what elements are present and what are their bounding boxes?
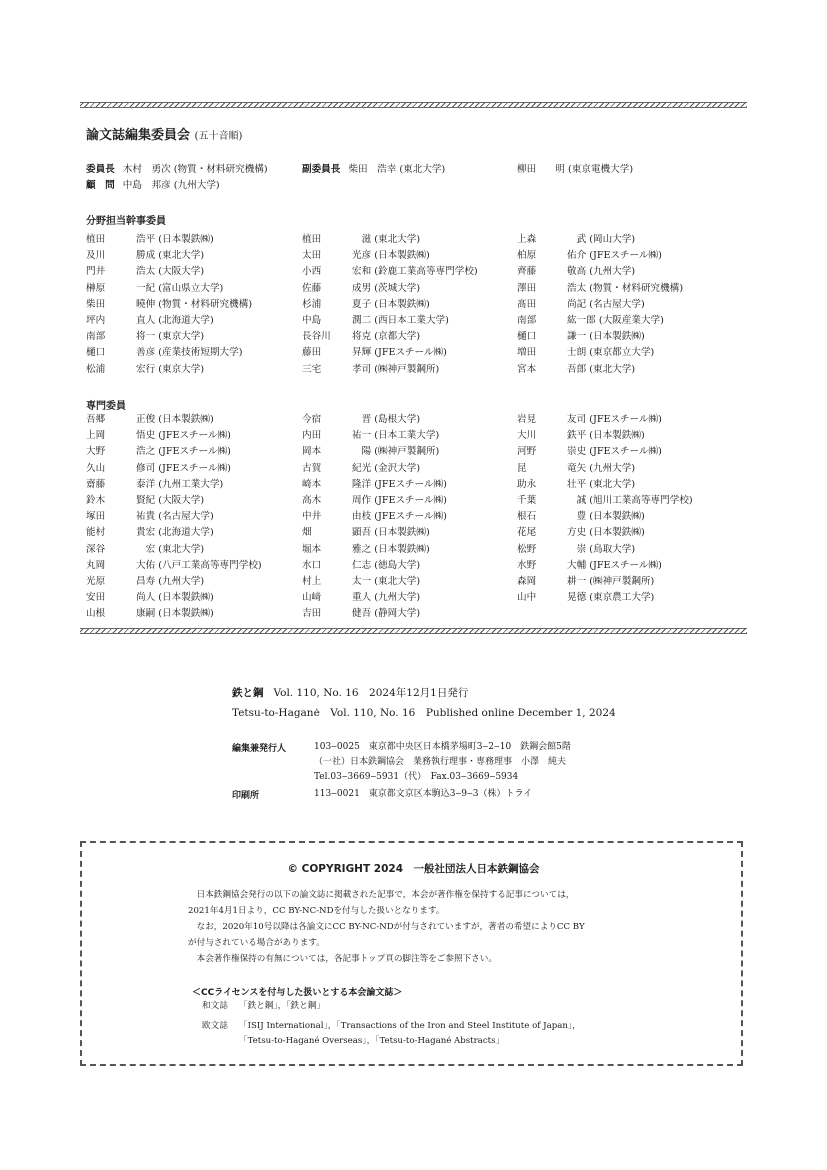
member-given-and-affiliation: 方史 (日本製鉄㈱) bbox=[567, 527, 645, 539]
member-surname: 長谷川 bbox=[302, 331, 331, 343]
member-entry bbox=[517, 544, 693, 560]
member-surname: 畑 bbox=[302, 527, 312, 539]
member-surname: 安田 bbox=[86, 592, 106, 604]
member-given-and-affiliation: 陽 (㈱神戸製鋼所) bbox=[352, 446, 440, 458]
member-surname: 坪内 bbox=[86, 314, 106, 326]
member-surname: 齋藤 bbox=[86, 478, 106, 490]
member-surname: 澤田 bbox=[517, 282, 537, 294]
chair-label: 委員長 bbox=[86, 164, 115, 175]
member-surname: 今宿 bbox=[302, 414, 322, 425]
member-given-and-affiliation: 豊 (日本製鉄㈱) bbox=[567, 511, 645, 523]
member-entry bbox=[517, 576, 693, 592]
member-entry bbox=[517, 315, 683, 331]
editor-address-3: Tel.03‒3669‒5931（代） Fax.03‒3669‒5934 bbox=[314, 772, 519, 782]
member-given-and-affiliation: 滋 (東北大学) bbox=[352, 234, 421, 245]
cc-license-heading: ＜CCライセンスを付与した扱いとする本会論文誌＞ bbox=[192, 988, 403, 998]
copyright-paragraph: 2021年4月1日より，CC BY-NC-NDを付与した扱いとなります。 bbox=[188, 906, 445, 916]
member-given-and-affiliation: 友司 (JFEスチール㈱) bbox=[567, 414, 662, 425]
member-column bbox=[302, 234, 478, 380]
committee-title-text: 論文誌編集委員会 bbox=[86, 128, 191, 143]
member-surname: 河野 bbox=[517, 446, 537, 458]
member-surname: 中島 bbox=[302, 314, 322, 326]
member-entry bbox=[517, 479, 693, 495]
member-given-and-affiliation: 隆洋 (JFEスチール㈱) bbox=[352, 478, 447, 490]
member-surname: 水野 bbox=[517, 559, 537, 571]
copyright-paragraph: が付与されている場合があります。 bbox=[188, 938, 325, 948]
member-entry bbox=[517, 234, 683, 250]
member-surname: 上岡 bbox=[86, 430, 106, 442]
member-entry bbox=[517, 364, 683, 380]
member-given-and-affiliation: 耕一 (㈱神戸製鋼所) bbox=[567, 575, 655, 587]
member-given-and-affiliation: 光彦 (日本製鉄㈱) bbox=[352, 250, 430, 262]
member-entry bbox=[517, 283, 683, 299]
field-section-title: 分野担当幹事委員 bbox=[86, 216, 166, 227]
member-entry bbox=[302, 331, 478, 347]
jp-journals-label: 和文誌 bbox=[202, 1001, 228, 1011]
member-surname: 齊藤 bbox=[517, 266, 537, 278]
vice-chair-name: 柴田 浩幸 (東北大学) bbox=[348, 164, 446, 175]
member-surname: 丸岡 bbox=[86, 559, 106, 571]
member-entry bbox=[302, 544, 447, 560]
member-given-and-affiliation: 大輔 (JFEスチール㈱) bbox=[567, 559, 662, 571]
member-surname: 崎本 bbox=[302, 478, 322, 490]
member-entry bbox=[517, 527, 693, 543]
member-surname: 南部 bbox=[517, 314, 537, 326]
cc-english-journals-cont bbox=[202, 1035, 504, 1048]
member-given-and-affiliation: 浩之 (JFEスチール㈱) bbox=[136, 446, 231, 458]
member-column bbox=[517, 414, 693, 608]
printer-address: 113‒0021 東京都文京区本駒込3‒9‒3（株）トライ bbox=[314, 789, 533, 799]
member-surname: 宮本 bbox=[517, 363, 537, 375]
member-entry bbox=[517, 347, 683, 363]
member-entry bbox=[302, 299, 478, 315]
member-entry bbox=[302, 608, 447, 624]
member-given-and-affiliation: 曉伸 (物質・材料研究機構) bbox=[136, 298, 253, 310]
member-given-and-affiliation: 謙一 (日本製鉄㈱) bbox=[567, 331, 645, 343]
member-entry bbox=[517, 495, 693, 511]
member-surname: 山中 bbox=[517, 592, 537, 604]
member-given-and-affiliation: 悟史 (JFEスチール㈱) bbox=[136, 430, 231, 442]
member-given-and-affiliation: 浩太 (物質・材料研究機構) bbox=[567, 282, 684, 294]
member-entry bbox=[86, 283, 252, 299]
member-surname: 深谷 bbox=[86, 543, 106, 555]
member-entry bbox=[302, 430, 447, 446]
member-given-and-affiliation: 将一 (東京大学) bbox=[136, 331, 205, 343]
member-entry bbox=[302, 266, 478, 282]
member-given-and-affiliation: 宏和 (鈴鹿工業高等専門学校) bbox=[352, 266, 478, 278]
advisor-name: 中島 邦彦 (九州大学) bbox=[122, 180, 220, 191]
member-surname: 樋口 bbox=[86, 347, 106, 359]
member-entry bbox=[86, 479, 262, 495]
member-surname: 門井 bbox=[86, 266, 106, 278]
member-column bbox=[517, 234, 683, 380]
member-surname: 山﨑 bbox=[302, 592, 322, 604]
member-given-and-affiliation: 貴宏 (北海道大学) bbox=[136, 527, 214, 539]
member-given-and-affiliation: 顕吾 (日本製鉄㈱) bbox=[352, 527, 430, 539]
member-given-and-affiliation: 祐貴 (名古屋大学) bbox=[136, 511, 214, 523]
member-surname: 植田 bbox=[86, 234, 106, 245]
member-surname: 花尾 bbox=[517, 527, 537, 539]
member-given-and-affiliation: 夏子 (日本製鉄㈱) bbox=[352, 298, 430, 310]
member-surname: 上森 bbox=[517, 234, 537, 245]
member-surname: 岡本 bbox=[302, 446, 322, 458]
issue-info-jp: Vol. 110, No. 16 2024年12月1日発行 bbox=[273, 687, 469, 699]
member-surname: 光原 bbox=[86, 575, 106, 587]
member-given-and-affiliation: 浩平 (日本製鉄㈱) bbox=[136, 234, 214, 245]
member-given-and-affiliation: 宏行 (東京大学) bbox=[136, 363, 205, 375]
member-entry bbox=[302, 479, 447, 495]
member-surname: 村上 bbox=[302, 575, 322, 587]
member-entry bbox=[302, 463, 447, 479]
member-given-and-affiliation: 崇 (鳥取大学) bbox=[567, 543, 636, 555]
committee-title bbox=[86, 124, 242, 143]
member-surname: 森岡 bbox=[517, 575, 537, 587]
en-journals-value-2: 「Tetsu-to-Hagané Overseas」，「Tetsu-to-Hagané Abstracts」 bbox=[239, 1036, 505, 1046]
member-given-and-affiliation: 大佑 (八戸工業高等専門学校) bbox=[136, 559, 262, 571]
member-entry bbox=[517, 250, 683, 266]
member-entry bbox=[86, 495, 262, 511]
member-given-and-affiliation: 潤二 (西日本工業大学) bbox=[352, 314, 449, 326]
member-given-and-affiliation: 吾郎 (東北大学) bbox=[567, 363, 636, 375]
member-entry bbox=[302, 495, 447, 511]
member-surname: 小西 bbox=[302, 266, 322, 278]
member-given-and-affiliation: 将克 (京都大学) bbox=[352, 331, 421, 343]
member-entry bbox=[86, 299, 252, 315]
member-given-and-affiliation: 昌寿 (九州大学) bbox=[136, 575, 205, 587]
member-entry bbox=[86, 430, 262, 446]
member-surname: 堀本 bbox=[302, 543, 322, 555]
member-given-and-affiliation: 敬高 (九州大学) bbox=[567, 266, 636, 278]
vice-chair-label: 副委員長 bbox=[302, 164, 341, 175]
member-given-and-affiliation: 一紀 (富山県立大学) bbox=[136, 282, 224, 294]
member-entry bbox=[517, 414, 693, 430]
member-surname: 増田 bbox=[517, 347, 537, 359]
member-entry bbox=[86, 414, 262, 430]
member-entry bbox=[86, 234, 252, 250]
member-entry bbox=[302, 592, 447, 608]
member-entry bbox=[517, 266, 683, 282]
member-surname: 髙田 bbox=[517, 298, 537, 310]
member-given-and-affiliation: 昇輝 (JFEスチール㈱) bbox=[352, 347, 447, 359]
member-entry bbox=[302, 234, 478, 250]
member-entry bbox=[302, 283, 478, 299]
chair-row bbox=[86, 164, 268, 176]
member-entry bbox=[302, 347, 478, 363]
member-surname: 吉田 bbox=[302, 608, 322, 620]
member-surname: 千葉 bbox=[517, 494, 537, 506]
member-given-and-affiliation: 康嗣 (日本製鉄㈱) bbox=[136, 608, 214, 620]
member-given-and-affiliation: 尚人 (日本製鉄㈱) bbox=[136, 592, 214, 604]
member-given-and-affiliation: 浩太 (大阪大学) bbox=[136, 266, 205, 278]
member-entry bbox=[302, 364, 478, 380]
copyright-paragraph: 日本鉄鋼協会発行の以下の論文誌に掲載された記事で，本会が著作権を保持する記事については， bbox=[188, 890, 575, 900]
member-surname: 三宅 bbox=[302, 363, 322, 375]
member-surname: 大野 bbox=[86, 446, 106, 458]
member-given-and-affiliation: 晃德 (東京農工大学) bbox=[567, 592, 655, 604]
member-entry bbox=[86, 544, 262, 560]
copyright-title: © COPYRIGHT 2024 一般社団法人日本鉄鋼協会 bbox=[287, 863, 540, 875]
member-entry bbox=[302, 250, 478, 266]
member-surname: 中井 bbox=[302, 511, 322, 523]
member-given-and-affiliation: 宏 (東北大学) bbox=[136, 543, 205, 555]
member-given-and-affiliation: 賢紀 (大阪大学) bbox=[136, 494, 205, 506]
member-surname: 古賀 bbox=[302, 462, 322, 474]
jp-journals-value: 「鉄と鋼」，「鉄と鋼」 bbox=[239, 1001, 325, 1011]
vice-chair-2-name: 柳田 明 (東京電機大学) bbox=[517, 164, 634, 175]
member-entry bbox=[517, 446, 693, 462]
member-surname: 松浦 bbox=[86, 363, 106, 375]
member-surname: 樋口 bbox=[517, 331, 537, 343]
member-surname: 山根 bbox=[86, 608, 106, 620]
member-entry bbox=[86, 576, 262, 592]
en-journals-label: 欧文誌 bbox=[202, 1021, 228, 1031]
editor-address-2: （一社）日本鉄鋼協会 業務執行理事・専務理事 小澤 純夫 bbox=[314, 757, 567, 767]
member-surname: 柴田 bbox=[86, 298, 106, 310]
vice-chair-2-row bbox=[517, 164, 633, 176]
member-surname: 藤田 bbox=[302, 347, 322, 359]
member-entry bbox=[302, 414, 447, 430]
member-given-and-affiliation: 周作 (JFEスチール㈱) bbox=[352, 494, 447, 506]
committee-title-note: (五十音順) bbox=[194, 131, 243, 142]
member-column bbox=[86, 414, 262, 624]
member-given-and-affiliation: 武 (岡山大学) bbox=[567, 234, 636, 245]
member-entry bbox=[517, 560, 693, 576]
middle-divider bbox=[80, 628, 747, 634]
member-surname: 塚田 bbox=[86, 511, 106, 523]
member-entry bbox=[517, 331, 683, 347]
member-given-and-affiliation: 誠 (旭川工業高等専門学校) bbox=[567, 494, 693, 506]
cc-english-journals bbox=[202, 1020, 581, 1033]
member-given-and-affiliation: 佑介 (JFEスチール㈱) bbox=[567, 250, 662, 262]
member-given-and-affiliation: 成男 (茨城大学) bbox=[352, 282, 421, 294]
member-entry bbox=[302, 511, 447, 527]
member-given-and-affiliation: 勝成 (東北大学) bbox=[136, 250, 205, 262]
member-surname: 及川 bbox=[86, 250, 106, 262]
member-given-and-affiliation: 紀光 (金沢大学) bbox=[352, 462, 421, 474]
member-column bbox=[86, 234, 252, 380]
member-given-and-affiliation: 由枝 (JFEスチール㈱) bbox=[352, 511, 447, 523]
advisor-row bbox=[86, 180, 220, 192]
member-column bbox=[302, 414, 447, 624]
member-given-and-affiliation: 紘一郎 (大阪産業大学) bbox=[567, 314, 664, 326]
member-entry bbox=[517, 511, 693, 527]
member-entry bbox=[86, 560, 262, 576]
member-entry bbox=[86, 511, 262, 527]
member-given-and-affiliation: 善彦 (産業技術短期大学) bbox=[136, 347, 243, 359]
member-given-and-affiliation: 泰洋 (九州工業大学) bbox=[136, 478, 224, 490]
cc-japanese-journals bbox=[202, 1000, 325, 1013]
top-divider bbox=[80, 102, 747, 108]
member-entry bbox=[517, 430, 693, 446]
member-surname: 内田 bbox=[302, 430, 322, 442]
copyright-paragraph: なお，2020年10号以降は各論文にCC BY-NC-NDが付与されていますが，著者の希望によりCC BY bbox=[188, 922, 585, 932]
member-given-and-affiliation: 鉄平 (日本製鉄㈱) bbox=[567, 430, 645, 442]
member-given-and-affiliation: 重人 (九州大学) bbox=[352, 592, 421, 604]
member-entry bbox=[86, 592, 262, 608]
member-entry bbox=[86, 527, 262, 543]
member-given-and-affiliation: 修司 (JFEスチール㈱) bbox=[136, 462, 231, 474]
member-surname: 榊原 bbox=[86, 282, 106, 294]
member-given-and-affiliation: 祐一 (日本工業大学) bbox=[352, 430, 440, 442]
member-entry bbox=[302, 576, 447, 592]
member-surname: 高木 bbox=[302, 494, 322, 506]
member-surname: 根石 bbox=[517, 511, 537, 523]
member-given-and-affiliation: 正俊 (日本製鉄㈱) bbox=[136, 414, 214, 425]
member-surname: 佐藤 bbox=[302, 282, 322, 294]
member-entry bbox=[302, 527, 447, 543]
member-entry bbox=[517, 299, 683, 315]
member-entry bbox=[86, 463, 262, 479]
member-surname: 水口 bbox=[302, 559, 322, 571]
member-given-and-affiliation: 雅之 (日本製鉄㈱) bbox=[352, 543, 430, 555]
member-given-and-affiliation: 壮平 (東北大学) bbox=[567, 478, 636, 490]
member-surname: 植田 bbox=[302, 234, 322, 245]
member-surname: 南部 bbox=[86, 331, 106, 343]
member-given-and-affiliation: 仁志 (徳島大学) bbox=[352, 559, 421, 571]
member-surname: 助永 bbox=[517, 478, 537, 490]
member-surname: 久山 bbox=[86, 462, 106, 474]
vice-chair-row bbox=[302, 164, 445, 176]
member-entry bbox=[86, 608, 262, 624]
printer-label: 印刷所 bbox=[232, 791, 260, 801]
member-surname: 柏原 bbox=[517, 250, 537, 262]
member-given-and-affiliation: 孝司 (㈱神戸製鋼所) bbox=[352, 363, 440, 375]
en-journals-value-1: 「ISIJ International」，「Transactions of the Iron and Steel Institute of Japan」， bbox=[239, 1021, 581, 1031]
member-given-and-affiliation: 健吾 (静岡大学) bbox=[352, 608, 421, 620]
member-entry bbox=[86, 347, 252, 363]
advisor-label: 顧 問 bbox=[86, 180, 115, 191]
journal-title-jp: 鉄と鋼 bbox=[232, 687, 264, 699]
member-given-and-affiliation: 竜矢 (九州大学) bbox=[567, 462, 636, 474]
member-given-and-affiliation: 直人 (北海道大学) bbox=[136, 314, 214, 326]
publication-line-2: Tetsu-to-Haganė Vol. 110, No. 16 Published online December 1, 2024 bbox=[232, 707, 616, 719]
member-entry bbox=[86, 331, 252, 347]
member-entry bbox=[86, 266, 252, 282]
editor-label: 編集兼発行人 bbox=[232, 744, 287, 754]
member-surname: 昆 bbox=[517, 462, 527, 474]
member-surname: 松野 bbox=[517, 543, 537, 555]
member-entry bbox=[517, 463, 693, 479]
member-surname: 吾郷 bbox=[86, 414, 106, 425]
member-given-and-affiliation: 崇史 (JFEスチール㈱) bbox=[567, 446, 662, 458]
member-given-and-affiliation: 晋 (島根大学) bbox=[352, 414, 421, 425]
expert-section-title: 専門委員 bbox=[86, 401, 126, 412]
member-given-and-affiliation: 士朗 (東京都立大学) bbox=[567, 347, 655, 359]
publication-line-1 bbox=[232, 686, 468, 700]
member-entry bbox=[302, 446, 447, 462]
member-entry bbox=[302, 560, 447, 576]
member-surname: 大川 bbox=[517, 430, 537, 442]
member-entry bbox=[86, 315, 252, 331]
member-given-and-affiliation: 尚記 (名古屋大学) bbox=[567, 298, 645, 310]
editor-address-1: 103‒0025 東京都中央区日本橋茅場町3‒2‒10 鉄鋼会館5階 bbox=[314, 742, 571, 752]
copyright-paragraph: 本会著作権保持の有無については，各記事トップ頁の脚注等をご参照下さい。 bbox=[188, 954, 497, 964]
member-surname: 能村 bbox=[86, 527, 106, 539]
member-entry bbox=[302, 315, 478, 331]
member-entry bbox=[86, 446, 262, 462]
member-surname: 杉浦 bbox=[302, 298, 322, 310]
member-entry bbox=[86, 364, 252, 380]
chair-name: 木村 勇次 (物質・材料研究機構) bbox=[122, 164, 268, 175]
member-given-and-affiliation: 太一 (東北大学) bbox=[352, 575, 421, 587]
member-surname: 鈴木 bbox=[86, 494, 106, 506]
member-surname: 岩見 bbox=[517, 414, 537, 425]
member-entry bbox=[86, 250, 252, 266]
member-entry bbox=[517, 592, 693, 608]
member-surname: 太田 bbox=[302, 250, 322, 262]
